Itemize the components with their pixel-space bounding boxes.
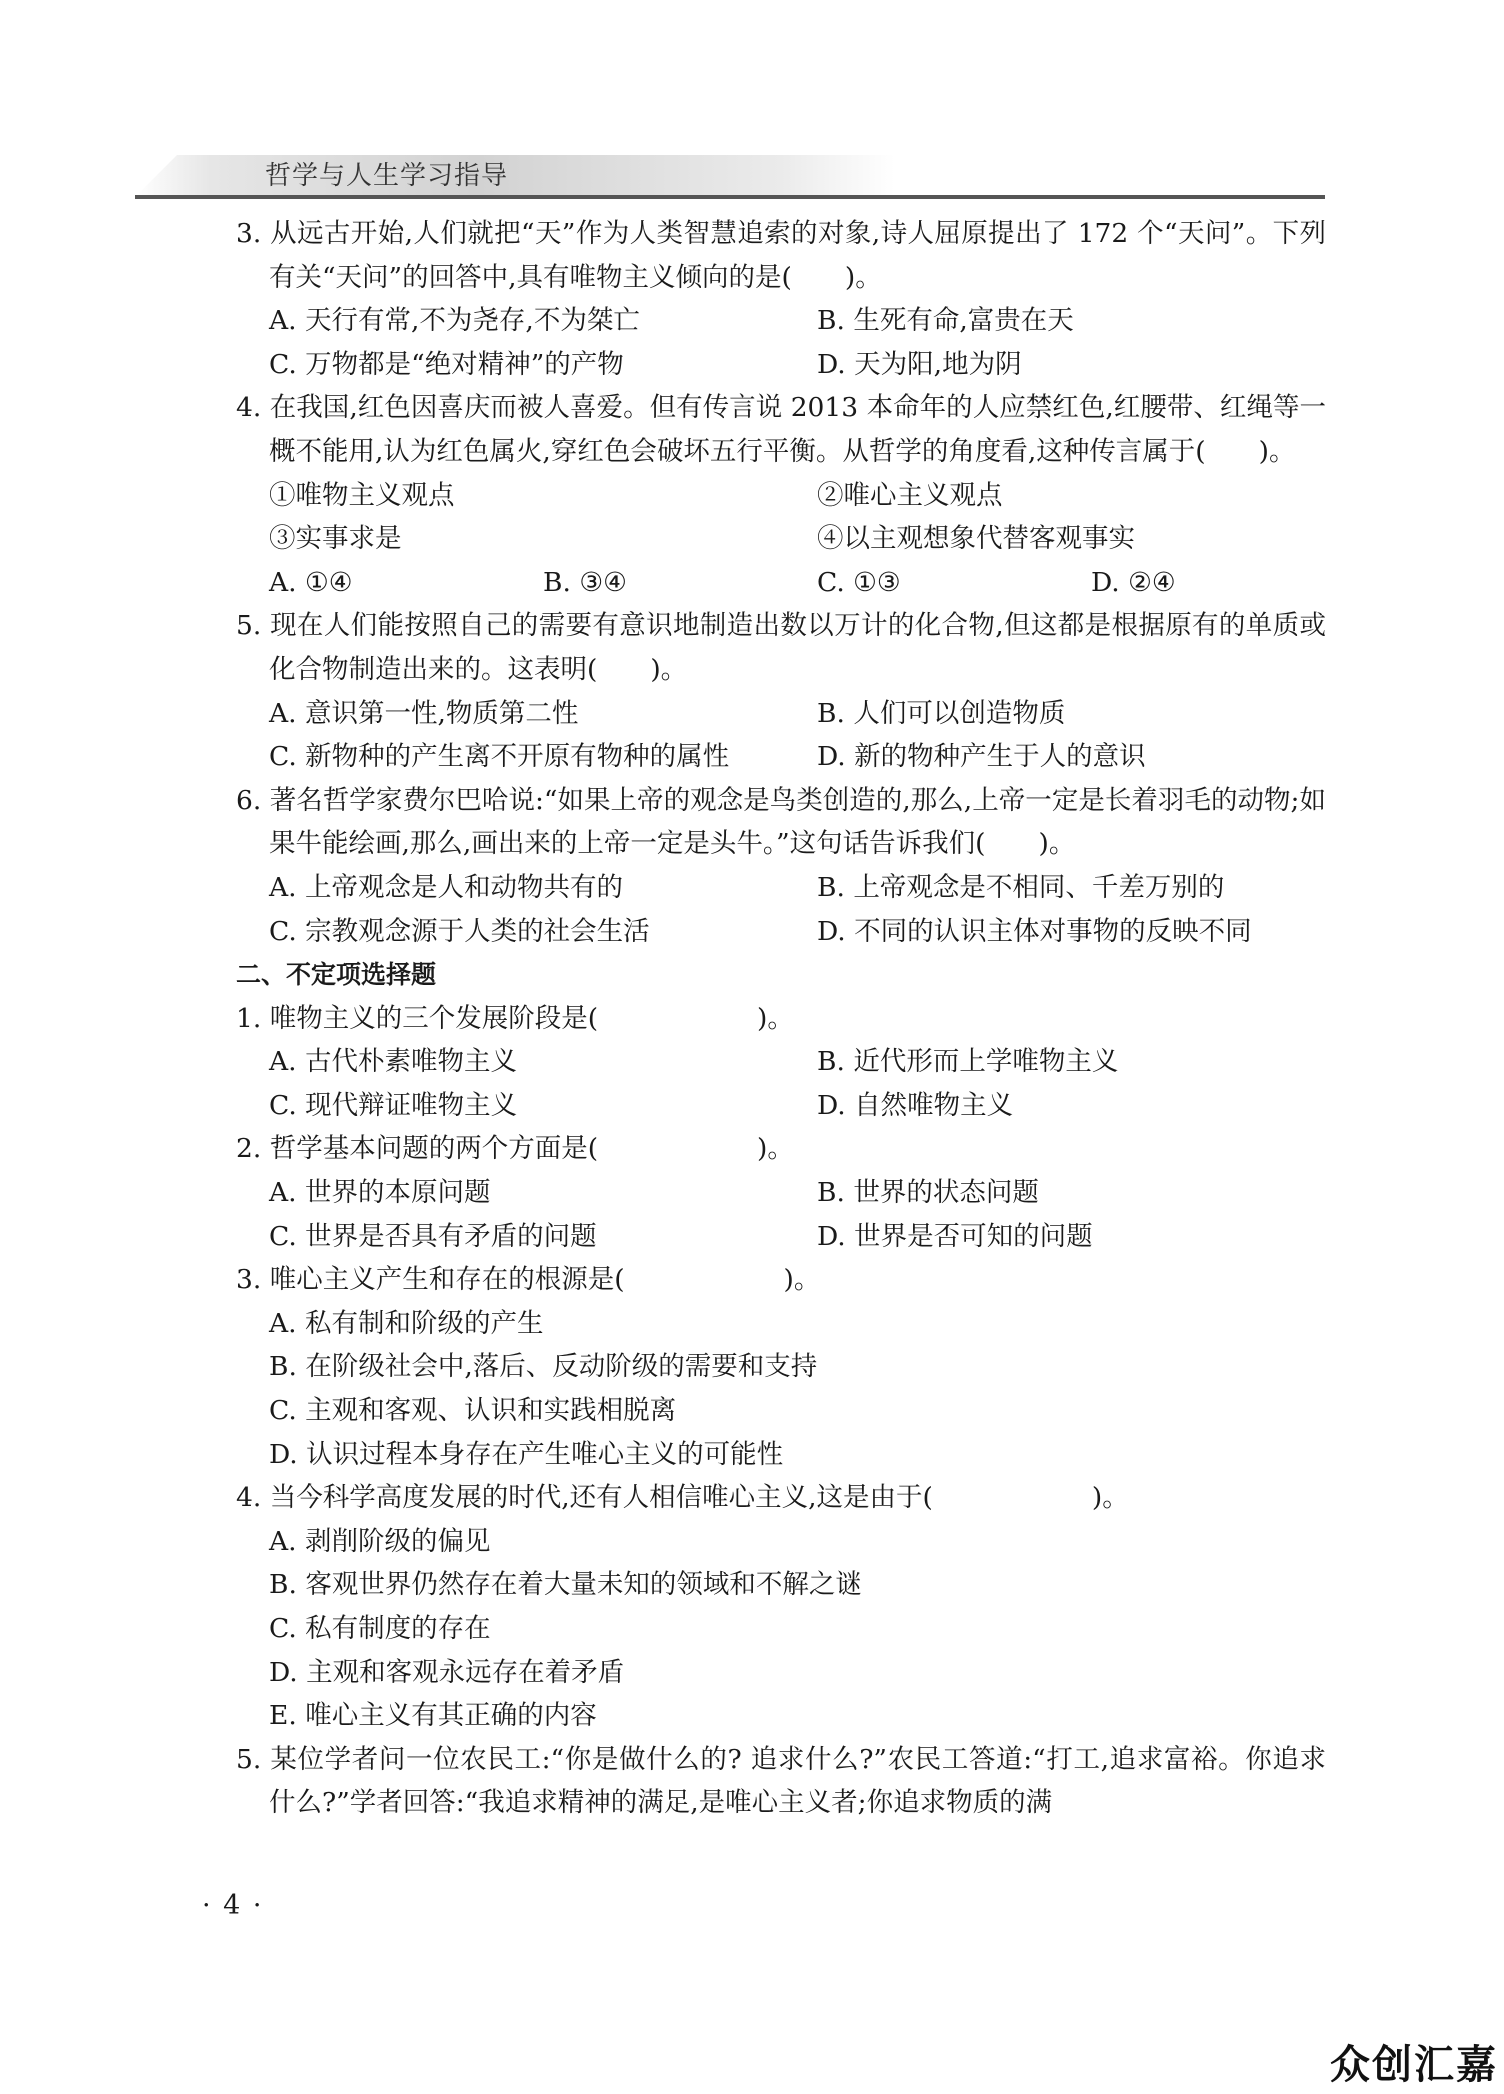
option-b: B. ③④	[543, 566, 627, 598]
option-a: A. 剥削阶级的偏见	[269, 1525, 491, 1557]
option-b: B. 上帝观念是不相同、千差万别的	[817, 871, 1225, 903]
question-text: 3. 唯心主义产生和存在的根源是( )。	[236, 1264, 821, 1296]
watermark-logo: 众创汇嘉	[1330, 2042, 1498, 2088]
question-block	[236, 1127, 1326, 1258]
question-text: 2. 哲学基本问题的两个方面是( )。	[236, 1133, 794, 1165]
question-block	[236, 386, 1326, 604]
option-b: B. 在阶级社会中,落后、反动阶级的需要和支持	[269, 1351, 818, 1383]
option-a: A. 天行有常,不为尧存,不为桀亡	[269, 305, 640, 337]
option-c: C. ①③	[817, 566, 901, 598]
question-block	[236, 1738, 1326, 1825]
options	[236, 1040, 1326, 1127]
option-c: C. 私有制度的存在	[269, 1613, 491, 1644]
question-block	[236, 779, 1326, 953]
header-rule	[135, 195, 1325, 199]
question-text: 4. 在我国,红色因喜庆而被人喜爱。但有传言说 2013 本命年的人应禁红色,红腰带、红绳等一概不能用,认为红色属火,穿红色会破坏五行平衡。从哲学的角度看,这种传言属于( )。	[236, 392, 1326, 467]
option-d: D. 主观和客观永远存在着矛盾	[269, 1656, 625, 1688]
statement-item: ③实事求是	[269, 523, 402, 555]
option-a: A. 上帝观念是人和动物共有的	[269, 871, 623, 903]
option-c: C. 新物种的产生离不开原有物种的属性	[269, 741, 730, 773]
question-block	[236, 604, 1326, 778]
question-text: 1. 唯物主义的三个发展阶段是( )。	[236, 1002, 794, 1034]
page-number: · 4 ·	[202, 1890, 264, 1921]
option-b: B. 客观世界仍然存在着大量未知的领域和不解之谜	[269, 1569, 862, 1601]
statement-item: ①唯物主义观点	[269, 479, 455, 511]
question-block	[236, 997, 1326, 1128]
statement-item: ②唯心主义观点	[817, 479, 1003, 511]
page-content	[236, 212, 1326, 1825]
option-d: D. 天为阳,地为阴	[817, 348, 1022, 380]
question-block	[236, 1258, 1326, 1476]
question-block	[236, 1476, 1326, 1738]
question-text: 5. 现在人们能按照自己的需要有意识地制造出数以万计的化合物,但这都是根据原有的单质或化合物制造出来的。这表明( )。	[236, 610, 1326, 685]
options	[236, 692, 1326, 779]
option-d: D. 自然唯物主义	[817, 1089, 1014, 1121]
question-block	[236, 212, 1326, 386]
option-d: D. 认识过程本身存在产生唯心主义的可能性	[269, 1438, 784, 1470]
option-c: C. 宗教观念源于人类的社会生活	[269, 915, 650, 947]
options	[236, 866, 1326, 953]
option-c: C. 现代辩证唯物主义	[269, 1089, 518, 1121]
running-header	[135, 155, 1325, 197]
option-c: C. 万物都是“绝对精神”的产物	[269, 348, 624, 380]
options	[236, 561, 1326, 605]
question-text: 6. 著名哲学家费尔巴哈说:“如果上帝的观念是鸟类创造的,那么,上帝一定是长着羽毛的动物;如果牛能绘画,那么,画出来的上帝一定是头牛。”这句话告诉我们( )。	[236, 784, 1326, 860]
options	[236, 1171, 1326, 1258]
option-d: D. ②④	[1091, 566, 1176, 598]
option-b: B. 世界的状态问题	[817, 1177, 1039, 1209]
option-b: B. 生死有命,富贵在天	[817, 305, 1074, 337]
option-d: D. 世界是否可知的问题	[817, 1220, 1093, 1252]
option-b: B. 人们可以创造物质	[817, 697, 1066, 729]
option-c: C. 世界是否具有矛盾的问题	[269, 1220, 597, 1252]
option-a: A. 世界的本原问题	[269, 1177, 491, 1209]
option-b: B. 近代形而上学唯物主义	[817, 1046, 1119, 1078]
options	[236, 299, 1326, 386]
question-text: 5. 某位学者问一位农民工:“你是做什么的? 追求什么?”农民工答道:“打工,追求富裕。你追求什么?”学者回答:“我追求精神的满足,是唯心主义者;你追求物质的满	[236, 1743, 1326, 1819]
option-a: A. 古代朴素唯物主义	[269, 1046, 517, 1078]
statement-item: ④以主观想象代替客观事实	[817, 523, 1135, 555]
options	[236, 1520, 1326, 1738]
option-a: A. 意识第一性,物质第二性	[269, 697, 579, 729]
option-d: D. 新的物种产生于人的意识	[817, 741, 1146, 773]
header-title: 哲学与人生学习指导	[265, 161, 509, 191]
section-title: 二、不定项选择题	[236, 960, 437, 990]
question-text: 4. 当今科学高度发展的时代,还有人相信唯心主义,这是由于( )。	[236, 1482, 1129, 1514]
option-a: A. ①④	[269, 566, 353, 598]
option-e: E. 唯心主义有其正确的内容	[269, 1700, 597, 1732]
statement-items	[236, 474, 1326, 561]
option-c: C. 主观和客观、认识和实践相脱离	[269, 1395, 677, 1427]
option-a: A. 私有制和阶级的产生	[269, 1307, 544, 1339]
header-tab-decoration	[135, 155, 895, 197]
options	[236, 1302, 1326, 1476]
question-text: 3. 从远古开始,人们就把“天”作为人类智慧追索的对象,诗人屈原提出了 172 个“天问”。下列有关“天问”的回答中,具有唯物主义倾向的是( )。	[236, 218, 1326, 293]
option-d: D. 不同的认识主体对事物的反映不同	[817, 915, 1252, 947]
